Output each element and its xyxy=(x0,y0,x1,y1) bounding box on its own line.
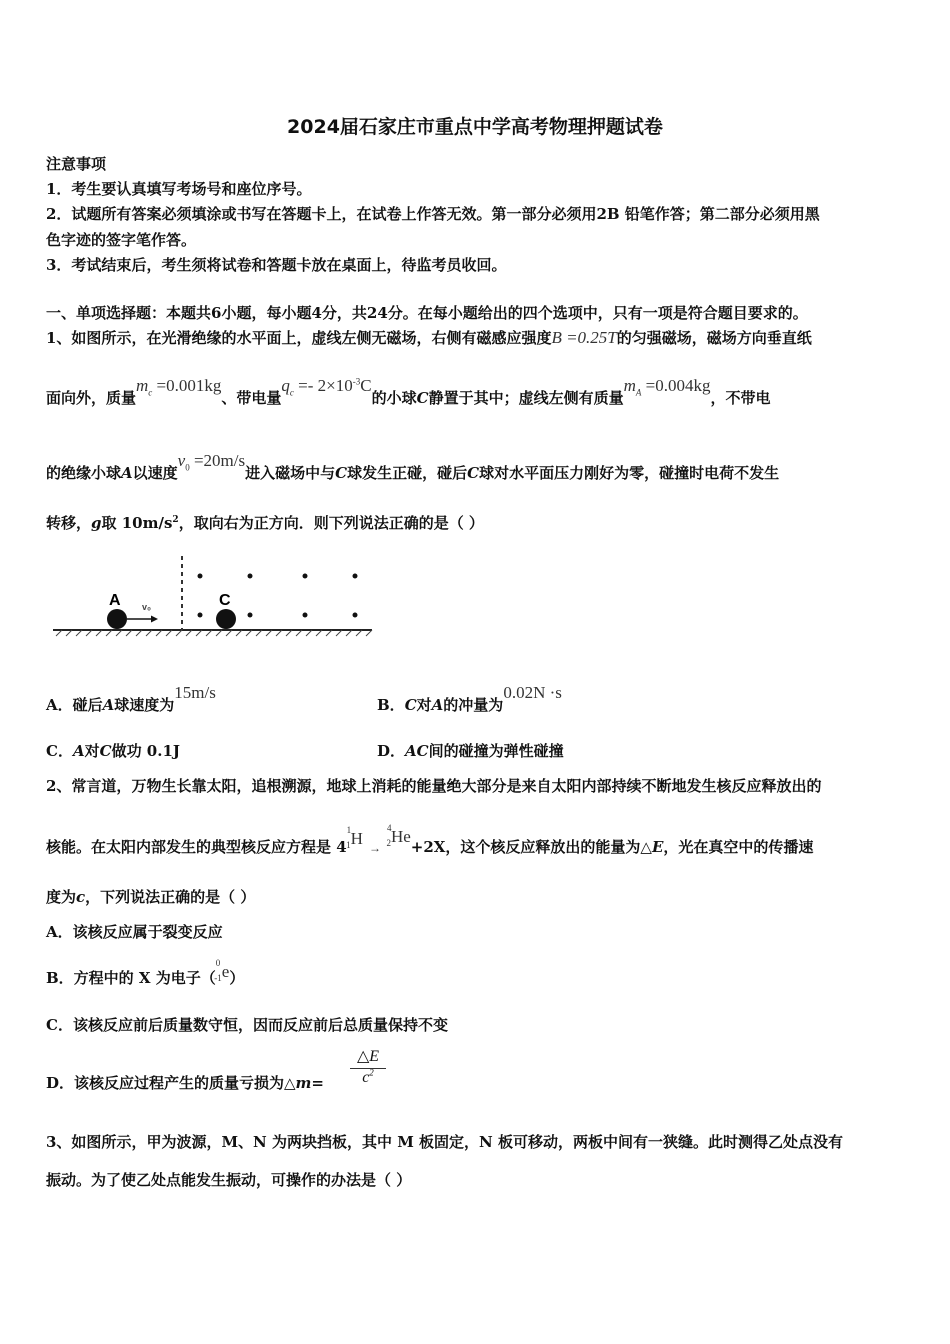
label-C: C xyxy=(219,592,231,609)
option-C[interactable]: C．A对C做功 0.1J xyxy=(46,742,180,760)
label-A: A xyxy=(109,592,121,609)
question-2-line-1: 2、常言道，万物生长靠太阳，追根溯源，地球上消耗的能量绝大部分是来自太阳内部持续不断地发生核反应释放出的 xyxy=(46,777,822,795)
field-B: B =0.25T xyxy=(551,328,617,347)
collision-figure xyxy=(50,552,380,652)
notice-item: 3．考试结束后，考生须将试卷和答题卡放在桌面上，待监考员收回。 xyxy=(46,256,507,274)
notice-heading: 注意事项 xyxy=(46,155,107,173)
question-3-line-1: 3、如图所示，甲为波源，M、N 为两块挡板，其中 M 板固定，N 板可移动，两板中间有一狭缝。此时测得乙处点没有 xyxy=(46,1133,843,1151)
option-C[interactable]: C．该核反应前后质量数守恒，因而反应前后总质量保持不变 xyxy=(46,1016,448,1034)
question-3-line-2: 振动。为了使乙处点能发生振动，可操作的办法是（ ） xyxy=(46,1171,412,1189)
question-2-line-2: 核能。在太阳内部发生的典型核反应方程是 $4^1_1H \to^4_2He+2X$，这个核反应释放出的能量为△E，光在真空中的传播速 xyxy=(46,823,814,856)
question-1-line-1: 1、如图所示，在光滑绝缘的水平面上，虚线左侧无磁场，右侧有磁感应强度B =0.25T的匀强磁场，磁场方向垂直纸 xyxy=(46,328,812,347)
ball-A xyxy=(107,609,127,629)
page-title: 2024届石家庄市重点中学高考物理押题试卷 xyxy=(287,116,663,138)
notice-item: 2．试题所有答案必须填涂或书写在答题卡上，在试卷上作答无效。第一部分必须用2B 铅笔作答；第二部分必须用黑 xyxy=(46,205,820,223)
question-1-line-2: 面向外，质量$m_c =0.001kg$、带电量$q_c =- 2\times 10^{-3}C$的小球C静置于其中；虚线左侧有质量$m_A =0.004kg$，不带电 xyxy=(46,376,771,407)
mass-defect-fraction: $\frac{\triangle E}{c^2}$ xyxy=(350,1046,386,1087)
option-D[interactable]: D．该核反应过程产生的质量亏损为△m= xyxy=(46,1074,324,1092)
ball-C xyxy=(216,609,236,629)
option-B[interactable]: B．方程中的 X 为电子（$^0_{-1}$e） xyxy=(46,958,245,987)
question-1-line-4: 转移，g取 $10m/s^2$，取向右为正方向．则下列说法正确的是（ ） xyxy=(46,514,484,532)
option-A[interactable]: A．该核反应属于裂变反应 xyxy=(46,923,223,941)
notice-item: 1．考生要认真填写考场号和座位序号。 xyxy=(46,180,312,198)
label-v0: v₀ xyxy=(142,602,152,612)
section-heading: 一、单项选择题：本题共6小题，每小题4分，共24分。在每小题给出的四个选项中，只有一项是符合题目要求的。 xyxy=(46,304,808,322)
question-2-line-3: 度为c，下列说法正确的是（ ） xyxy=(46,888,256,906)
option-D[interactable]: D．AC间的碰撞为弹性碰撞 xyxy=(377,742,564,760)
notice-item: 色字迹的签字笔作答。 xyxy=(46,231,197,249)
option-B[interactable]: B．C对A的冲量为0.02N ·s xyxy=(377,683,562,714)
option-A[interactable]: A．碰后A球速度为15m/s xyxy=(46,683,216,714)
question-1-line-3: 的绝缘小球A以速度$v_0 =20m/s$进入磁场中与C球发生正碰，碰后C球对水平面压力刚好为零，碰撞时电荷不发生 xyxy=(46,451,780,482)
